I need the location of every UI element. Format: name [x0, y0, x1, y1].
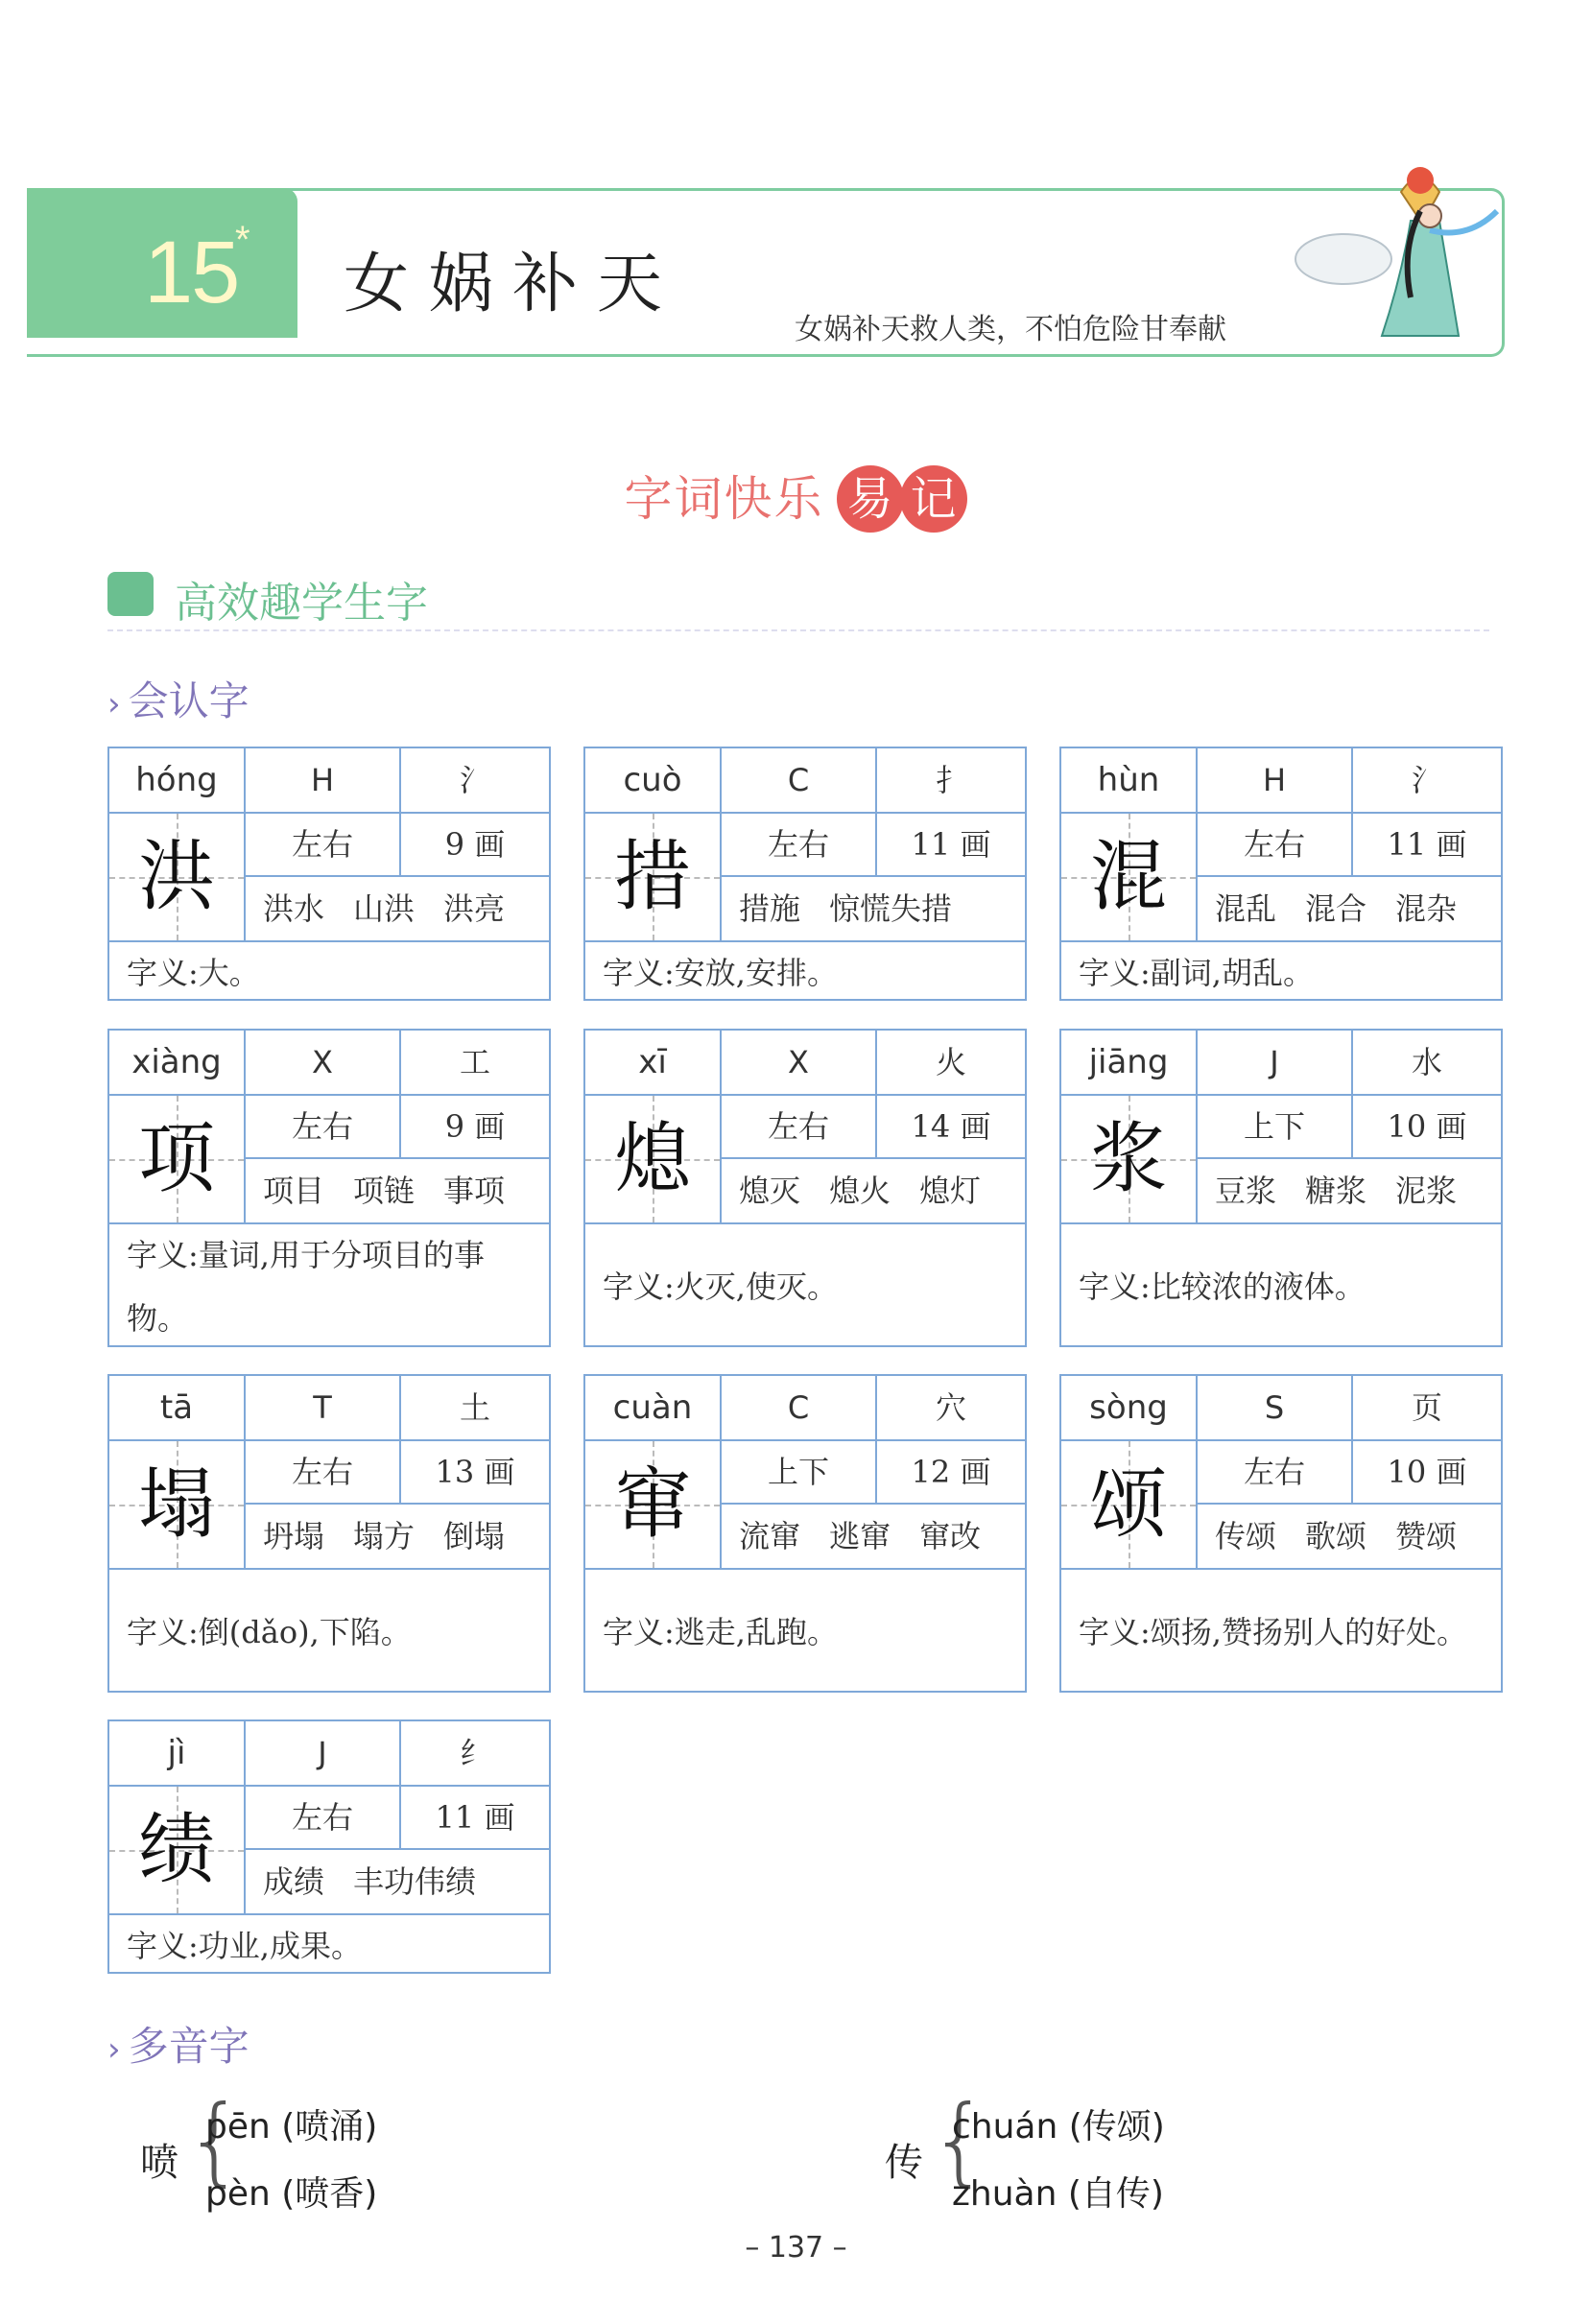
card-structure: 左右 [246, 1441, 401, 1503]
card-word: 塌方 [353, 1518, 416, 1554]
lesson-number: 15 [144, 224, 239, 321]
card-word: 泥浆 [1395, 1173, 1458, 1209]
card-index-letter: S [1198, 1376, 1353, 1439]
card-meaning: 字义:逃走,乱跑。 [603, 1614, 838, 1650]
card-strokes: 11 画 [911, 826, 991, 863]
card-word: 糖浆 [1305, 1173, 1367, 1209]
card-pinyin: xiàng [109, 1031, 246, 1094]
card-structure: 上下 [1198, 1096, 1353, 1157]
card-words [1198, 1159, 1501, 1222]
card-word: 歌颂 [1305, 1518, 1367, 1554]
card-pinyin: sòng [1061, 1376, 1198, 1439]
char-card [107, 747, 551, 1001]
card-words [246, 1850, 549, 1913]
card-radical: 扌 [935, 762, 966, 798]
card-word: 项目 [263, 1173, 325, 1209]
card-index-letter: J [1198, 1031, 1353, 1094]
card-meaning: 字义:颂扬,赞扬别人的好处。 [1079, 1614, 1467, 1650]
poly-reading: chuán (传颂) [952, 2107, 1165, 2146]
category-polyphonic: › 多音字 [107, 2023, 249, 2070]
section-title-main: 字词快乐 [624, 471, 824, 527]
card-word: 逃窜 [829, 1518, 891, 1554]
card-structure: 左右 [1198, 1441, 1353, 1503]
poly-char: 喷 [140, 2141, 178, 2185]
card-words [246, 877, 549, 940]
card-meaning: 字义:大。 [127, 954, 260, 991]
section-title-bubble-2: 记 [900, 465, 967, 533]
card-structure: 左右 [246, 1096, 401, 1157]
card-strokes: 10 画 [1387, 1108, 1467, 1145]
char-card [583, 1374, 1027, 1693]
card-word: 惊慌失措 [829, 890, 953, 927]
card-pinyin: cuò [585, 748, 722, 812]
card-structure: 左右 [722, 814, 877, 875]
card-radical: 土 [459, 1389, 490, 1426]
card-meaning: 字义:功业,成果。 [127, 1927, 362, 1964]
char-card [107, 1374, 551, 1693]
card-structure: 上下 [722, 1441, 877, 1503]
card-word: 流窜 [739, 1518, 801, 1554]
card-index-letter: X [246, 1031, 401, 1094]
card-strokes: 10 画 [1387, 1454, 1467, 1490]
card-character: 绩 [109, 1787, 246, 1913]
card-strokes: 12 画 [911, 1454, 991, 1490]
card-pinyin: hùn [1061, 748, 1198, 812]
card-radical: 穴 [935, 1389, 966, 1426]
poly-char: 传 [885, 2141, 923, 2185]
card-word: 熄灭 [739, 1173, 801, 1209]
char-card [1059, 1374, 1503, 1693]
char-card [583, 1029, 1027, 1347]
card-meaning: 字义:量词,用于分项目的事物。 [127, 1237, 485, 1337]
card-word: 混杂 [1395, 890, 1458, 927]
card-meaning: 字义:安放,安排。 [603, 954, 838, 991]
card-pinyin: tā [109, 1376, 246, 1439]
lesson-mark: * [235, 219, 250, 261]
card-word: 坍塌 [263, 1518, 325, 1554]
card-meaning: 字义:副词,胡乱。 [1079, 954, 1314, 991]
card-index-letter: C [722, 1376, 877, 1439]
card-structure: 左右 [722, 1096, 877, 1157]
chevron-right-icon: › [107, 685, 121, 723]
card-words [246, 1159, 549, 1222]
page-number: – 137 – [745, 2231, 847, 2265]
divider [107, 629, 1489, 631]
card-index-letter: C [722, 748, 877, 812]
lesson-subtitle: 女娲补天救人类，不怕危险甘奉献 [795, 313, 1226, 346]
card-word: 洪亮 [443, 890, 506, 927]
card-radical: 页 [1411, 1389, 1442, 1426]
card-character: 熄 [585, 1096, 722, 1222]
card-word: 成绩 [263, 1863, 325, 1900]
char-card [1059, 1029, 1503, 1347]
card-word: 措施 [739, 890, 801, 927]
card-strokes: 11 画 [1387, 826, 1467, 863]
card-words [1198, 877, 1501, 940]
card-word: 赞颂 [1395, 1518, 1458, 1554]
card-strokes: 9 画 [444, 826, 506, 863]
card-strokes: 13 画 [435, 1454, 515, 1490]
card-word: 丰功伟绩 [353, 1863, 477, 1900]
card-index-letter: H [246, 748, 401, 812]
card-character: 颂 [1061, 1441, 1198, 1568]
card-meaning: 字义:比较浓的液体。 [1079, 1269, 1366, 1305]
card-word: 事项 [443, 1173, 506, 1209]
card-pinyin: cuàn [585, 1376, 722, 1439]
card-words [722, 1505, 1025, 1568]
card-radical: 水 [1411, 1044, 1442, 1080]
card-pinyin: hóng [109, 748, 246, 812]
card-words [1198, 1505, 1501, 1568]
section-title-bubble-1: 易 [837, 465, 904, 533]
card-character: 浆 [1061, 1096, 1198, 1222]
card-word: 豆浆 [1215, 1173, 1277, 1209]
card-words [722, 877, 1025, 940]
card-words [722, 1159, 1025, 1222]
card-character: 塌 [109, 1441, 246, 1568]
card-meaning: 字义:火灭,使灭。 [603, 1269, 838, 1305]
card-radical: 氵 [1411, 762, 1442, 798]
poly-reading: pèn (喷香) [205, 2174, 378, 2214]
card-index-letter: T [246, 1376, 401, 1439]
card-radical: 氵 [459, 762, 490, 798]
card-word: 山洪 [353, 890, 416, 927]
card-index-letter: J [246, 1721, 401, 1785]
card-word: 倒塌 [443, 1518, 506, 1554]
char-card [583, 747, 1027, 1001]
card-strokes: 14 画 [911, 1108, 991, 1145]
chevron-right-icon: › [107, 2030, 121, 2069]
card-word: 熄火 [829, 1173, 891, 1209]
card-character: 窜 [585, 1441, 722, 1568]
char-card [107, 1029, 551, 1347]
card-strokes: 11 画 [435, 1799, 515, 1836]
card-word: 窜改 [919, 1518, 982, 1554]
card-structure: 左右 [246, 814, 401, 875]
card-character: 措 [585, 814, 722, 940]
card-pinyin: jì [109, 1721, 246, 1785]
lesson-title: 女娲补天 [344, 247, 682, 322]
card-meaning: 字义:倒(dǎo),下陷。 [127, 1614, 412, 1650]
card-word: 熄灯 [919, 1173, 982, 1209]
card-structure: 左右 [1198, 814, 1353, 875]
poly-reading: zhuàn (自传) [952, 2174, 1164, 2214]
card-character: 混 [1061, 814, 1198, 940]
char-card [1059, 747, 1503, 1001]
card-index-letter: X [722, 1031, 877, 1094]
card-structure: 左右 [246, 1787, 401, 1848]
card-word: 混乱 [1215, 890, 1277, 927]
rocket-icon [107, 572, 154, 616]
card-character: 项 [109, 1096, 246, 1222]
card-word: 项链 [353, 1173, 416, 1209]
card-word: 洪水 [263, 890, 325, 927]
category-recognize: › 会认字 [107, 677, 249, 724]
nuwa-illustration [1286, 154, 1516, 355]
card-radical: 纟 [459, 1735, 490, 1771]
card-word: 混合 [1305, 890, 1367, 927]
char-card [107, 1719, 551, 1974]
card-words [246, 1505, 549, 1568]
brace-icon: { [929, 2084, 990, 2196]
card-radical: 工 [459, 1044, 490, 1080]
poly-reading: pēn (喷涌) [205, 2107, 378, 2146]
card-radical: 火 [935, 1044, 966, 1080]
card-character: 洪 [109, 814, 246, 940]
subsection-title: 高效趣学生字 [175, 579, 428, 628]
section-title [0, 461, 1592, 536]
card-index-letter: H [1198, 748, 1353, 812]
card-strokes: 9 画 [444, 1108, 506, 1145]
card-pinyin: jiāng [1061, 1031, 1198, 1094]
brace-icon: { [184, 2084, 246, 2196]
card-pinyin: xī [585, 1031, 722, 1094]
card-word: 传颂 [1215, 1518, 1277, 1554]
